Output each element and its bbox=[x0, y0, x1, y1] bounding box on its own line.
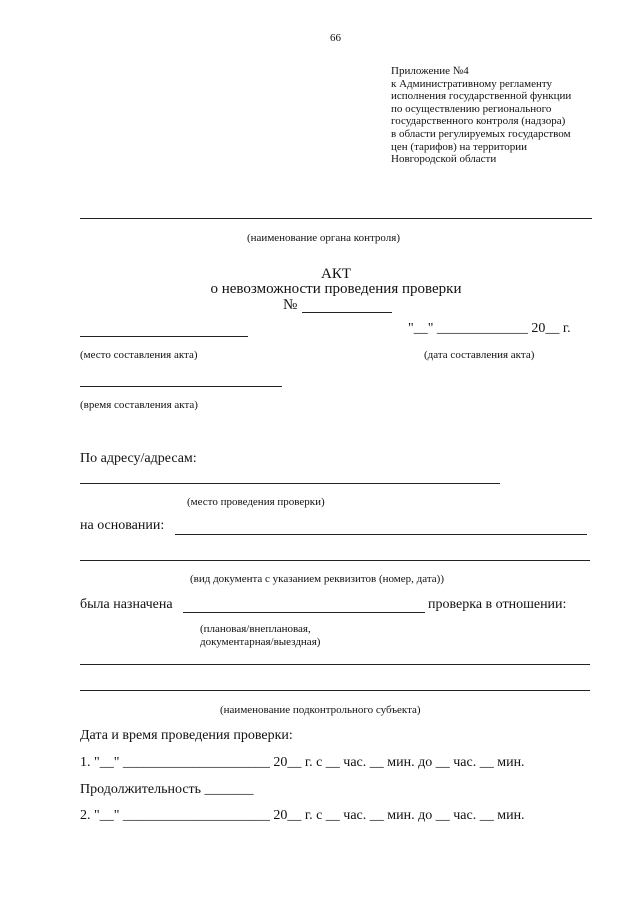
control-body-label: (наименование органа контроля) bbox=[247, 232, 400, 244]
place-label: (место составления акта) bbox=[80, 349, 198, 361]
duration-label: Продолжительность _______ bbox=[80, 782, 254, 797]
act-title: АКТ bbox=[321, 266, 351, 282]
appendix-line: в области регулируемых государством bbox=[391, 127, 571, 140]
appendix-line: к Административному регламенту bbox=[391, 77, 553, 90]
check-type-label-2: документарная/выездная) bbox=[200, 636, 321, 648]
date-template: "__" _____________ 20__ г. bbox=[408, 321, 571, 336]
basis-line-2 bbox=[80, 560, 590, 561]
control-body-line bbox=[80, 218, 592, 219]
appendix-line: по осуществлению регионального bbox=[391, 102, 552, 115]
act-subtitle: о невозможности проведения проверки bbox=[210, 281, 462, 297]
address-heading: По адресу/адресам: bbox=[80, 451, 197, 466]
subject-label: (наименование подконтрольного субъекта) bbox=[220, 704, 421, 716]
inspection-place-label: (место проведения проверки) bbox=[187, 496, 325, 508]
act-number-line bbox=[302, 312, 392, 313]
basis-line bbox=[175, 534, 587, 535]
time-line bbox=[80, 386, 282, 387]
address-line bbox=[80, 483, 500, 484]
place-line bbox=[80, 336, 248, 337]
page-number: 66 bbox=[330, 32, 341, 44]
date-label: (дата составления акта) bbox=[424, 349, 535, 361]
appendix-line: Приложение №4 bbox=[391, 65, 469, 77]
appendix-line: исполнения государственной функции bbox=[391, 90, 572, 103]
subject-line-2 bbox=[80, 690, 590, 691]
appendix-line: Новгородской области bbox=[391, 153, 497, 166]
act-number-prefix: № bbox=[283, 297, 298, 313]
appendix-line: государственного контроля (надзора) bbox=[391, 115, 566, 128]
time-label: (время составления акта) bbox=[80, 399, 198, 411]
appendix-line: цен (тарифов) на территории bbox=[391, 140, 528, 153]
datetime-row-2: 2. "__" _____________________ 20__ г. с __ час. __ мин. до __ час. __ мин. bbox=[80, 808, 525, 823]
assigned-line bbox=[183, 612, 425, 613]
document-type-label: (вид документа с указанием реквизитов (номер, дата)) bbox=[190, 573, 444, 585]
basis-prefix: на основании: bbox=[80, 518, 165, 533]
subject-line-1 bbox=[80, 664, 590, 665]
datetime-row-1: 1. "__" _____________________ 20__ г. с __ час. __ мин. до __ час. __ мин. bbox=[80, 755, 525, 770]
assigned-suffix: проверка в отношении: bbox=[428, 597, 567, 612]
datetime-heading: Дата и время проведения проверки: bbox=[80, 728, 293, 743]
check-type-label-1: (плановая/внеплановая, bbox=[200, 623, 311, 635]
appendix-block bbox=[391, 65, 606, 166]
assigned-prefix: была назначена bbox=[80, 597, 173, 612]
